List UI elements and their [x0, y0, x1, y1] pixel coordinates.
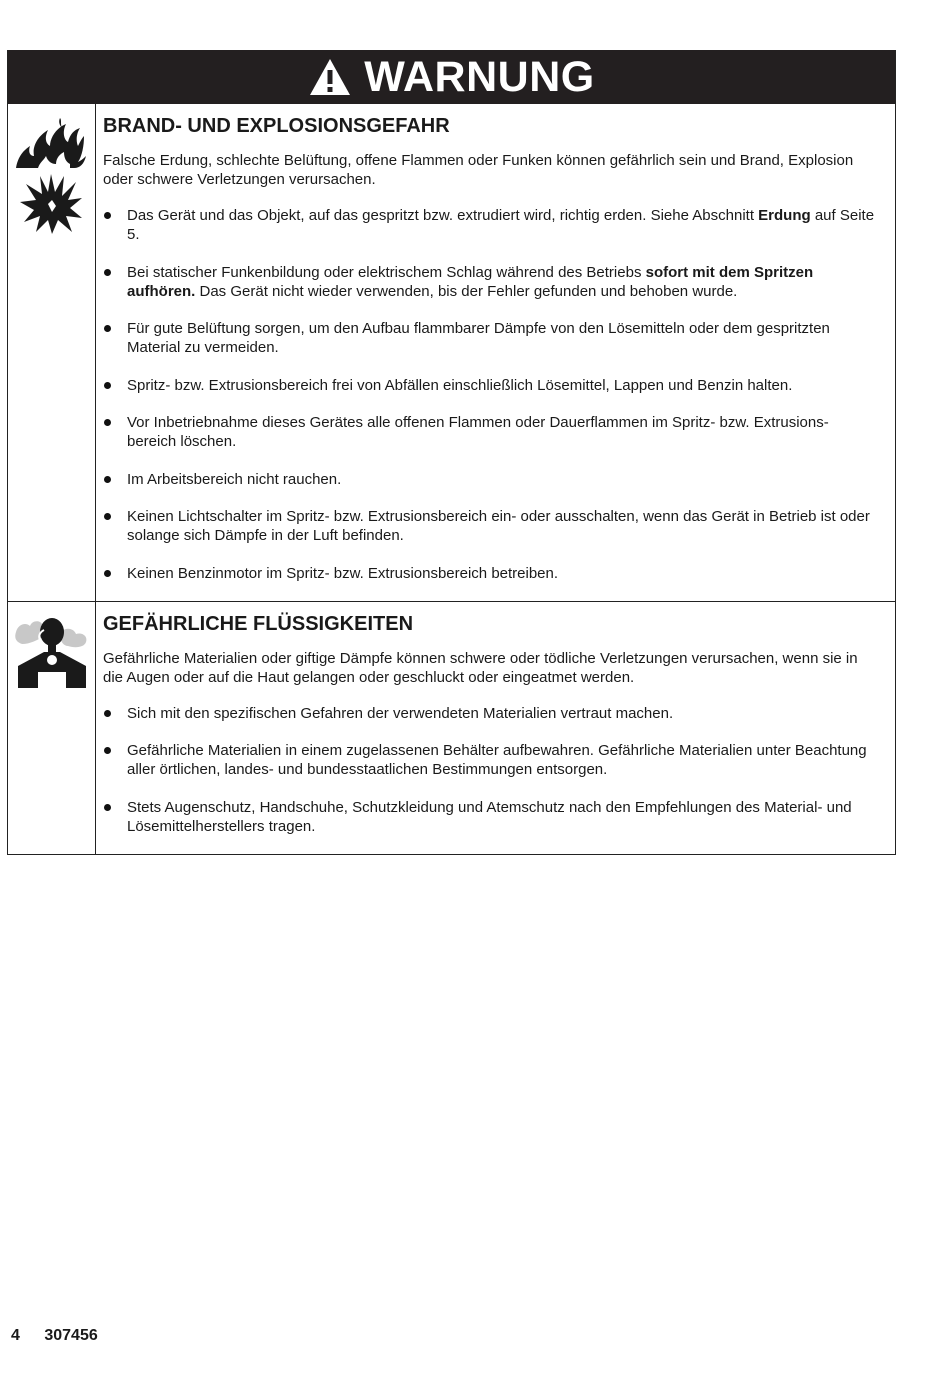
list-item: Vor Inbetriebnahme dieses Gerätes alle offenen Flammen oder Dauerflammen im Spritz- bzw. Extrusions- bereich löschen.	[103, 413, 881, 451]
section-intro: Gefährliche Materialien oder giftige Dämpfe können schwere oder tödliche Verletzungen verursachen, wenn sie in die Augen oder auf die Haut gelangen oder geschluckt oder eingeatmet werden.	[103, 649, 858, 686]
list-item: Keinen Benzinmotor im Spritz- bzw. Extrusionsbereich betreiben.	[103, 564, 881, 583]
list-item: Sich mit den spezifischen Gefahren der verwendeten Materialien vertraut machen.	[103, 704, 881, 723]
hazardous-fluids-section	[8, 601, 895, 854]
explosion-icon	[18, 170, 84, 236]
section-title: BRAND- UND EXPLOSIONSGEFAHR	[103, 115, 450, 137]
warning-title: WARNUNG	[364, 52, 595, 101]
fire-explosion-section	[8, 104, 895, 601]
list-item: Das Gerät und das Objekt, auf das gespritzt bzw. extrudiert wird, richtig erden. Siehe Abschnitt Erdung auf Seite 5.	[103, 206, 881, 244]
toxic-fumes-icon	[14, 616, 90, 688]
section-intro: Falsche Erdung, schlechte Belüftung, offene Flammen oder Funken können gefährlich sein und Brand, Explosion oder schwere Verletzungen verursachen.	[103, 152, 854, 188]
bullet-list	[103, 206, 881, 583]
list-item: Bei statischer Funkenbildung oder elektrischem Schlag während des Betriebs sofort mit dem Spritzen aufhören. Das Gerät nicht wieder verwenden, bis der Fehler gefunden und behoben wurde.	[103, 263, 881, 301]
section-content	[96, 602, 895, 854]
list-item: Stets Augenschutz, Handschuhe, Schutzkleidung und Atemschutz nach den Empfehlungen des Material- und Lösemittelherstellers tragen.	[103, 798, 881, 836]
list-item: Im Arbeitsbereich nicht rauchen.	[103, 470, 881, 489]
section-title: GEFÄHRLICHE FLÜSSIGKEITEN	[103, 612, 414, 635]
bullet-list	[103, 704, 881, 836]
warning-triangle-icon	[308, 57, 352, 97]
warning-header	[8, 50, 895, 104]
section-icon-column	[8, 104, 96, 601]
section-icon-column	[8, 602, 96, 854]
fire-icon	[14, 116, 86, 170]
page-number: 4	[11, 1327, 20, 1344]
warning-table	[7, 50, 896, 855]
section-content	[96, 104, 895, 601]
list-item: Gefährliche Materialien in einem zugelassenen Behälter aufbewahren. Gefährliche Materialien unter Beachtung aller örtlichen, landes- und bundesstaatlichen Bestimmungen entsorgen.	[103, 741, 881, 779]
list-item: Spritz- bzw. Extrusionsbereich frei von Abfällen einschließlich Lösemittel, Lappen und Benzin halten.	[103, 376, 881, 395]
list-item: Für gute Belüftung sorgen, um den Aufbau flammbarer Dämpfe von den Lösemitteln oder dem gespritzten Material zu vermeiden.	[103, 319, 881, 357]
page-footer	[11, 1327, 98, 1345]
list-item: Keinen Lichtschalter im Spritz- bzw. Extrusionsbereich ein- oder ausschalten, wenn das Gerät in Betrieb ist oder solange sich Dämpfe in der Luft befinden.	[103, 507, 881, 545]
doc-number: 307456	[44, 1327, 98, 1344]
